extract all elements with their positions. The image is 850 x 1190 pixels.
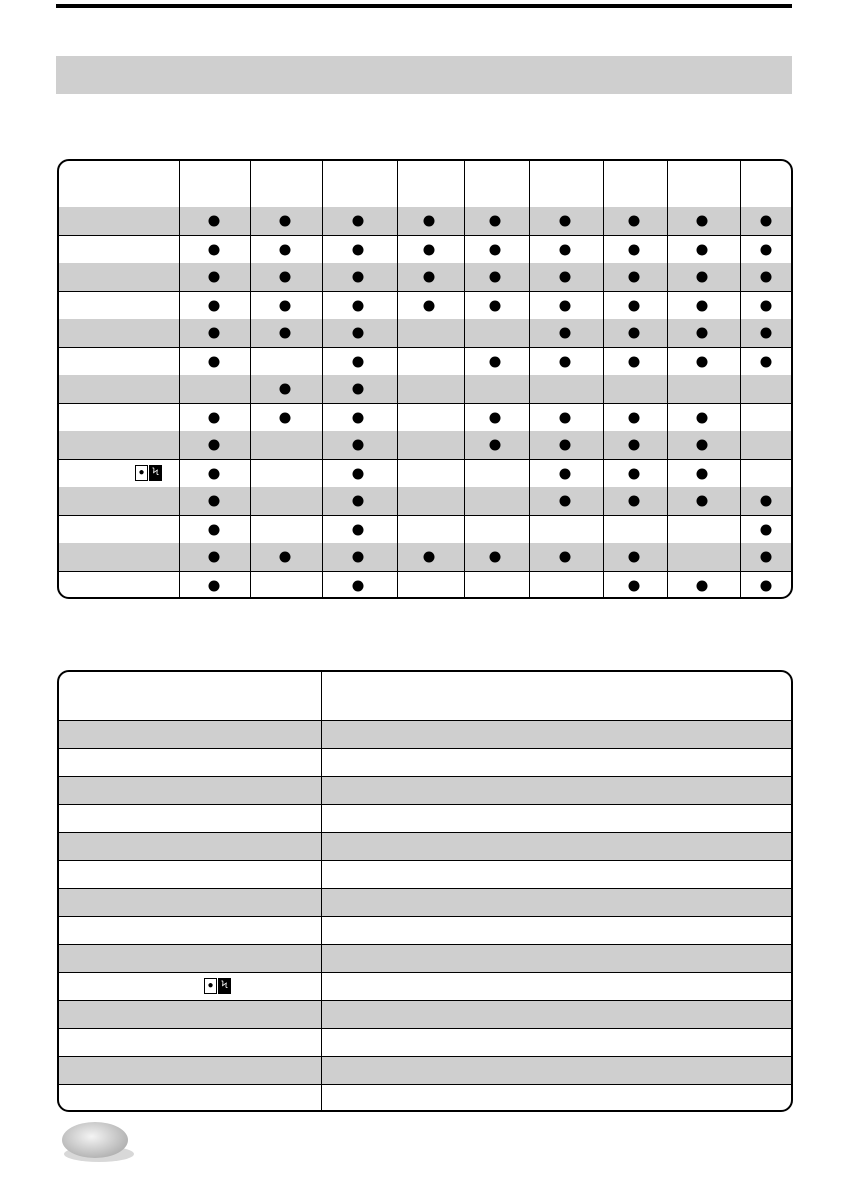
matrix-row bbox=[59, 347, 791, 375]
availability-dot bbox=[280, 216, 291, 227]
matrix-column-divider bbox=[322, 161, 323, 597]
description-row bbox=[59, 1084, 791, 1112]
availability-dot bbox=[209, 412, 220, 423]
availability-dot bbox=[353, 356, 364, 367]
availability-dot bbox=[697, 440, 708, 451]
availability-dot bbox=[209, 300, 220, 311]
matrix-row bbox=[59, 291, 791, 319]
matrix-column-divider bbox=[250, 161, 251, 597]
availability-dot bbox=[560, 300, 571, 311]
availability-dot bbox=[490, 300, 501, 311]
availability-dot bbox=[209, 328, 220, 339]
availability-dot bbox=[353, 412, 364, 423]
description-row bbox=[59, 972, 791, 1000]
availability-dot bbox=[761, 244, 772, 255]
availability-dot bbox=[697, 412, 708, 423]
availability-dot bbox=[629, 580, 640, 591]
description-row bbox=[59, 1056, 791, 1084]
section-header-band bbox=[56, 56, 792, 94]
matrix-row bbox=[59, 235, 791, 263]
availability-dot bbox=[280, 300, 291, 311]
matrix-row bbox=[59, 263, 791, 291]
description-row bbox=[59, 944, 791, 972]
lightning-icon: Ϟ bbox=[149, 465, 162, 481]
availability-dot bbox=[280, 328, 291, 339]
availability-dot bbox=[353, 580, 364, 591]
availability-dot bbox=[629, 328, 640, 339]
matrix-row bbox=[59, 207, 791, 235]
availability-dot bbox=[560, 412, 571, 423]
availability-dot bbox=[353, 272, 364, 283]
lightning-icon: Ϟ bbox=[218, 978, 231, 994]
matrix-row bbox=[59, 571, 791, 599]
description-row bbox=[59, 748, 791, 776]
availability-dot bbox=[424, 300, 435, 311]
availability-dot bbox=[353, 440, 364, 451]
matrix-column-divider bbox=[740, 161, 741, 597]
availability-dot bbox=[209, 216, 220, 227]
matrix-row bbox=[59, 375, 791, 403]
availability-dot bbox=[697, 272, 708, 283]
top-rule bbox=[56, 4, 792, 8]
page-number-badge bbox=[62, 1122, 128, 1158]
matrix-column-divider bbox=[667, 161, 668, 597]
matrix-column-divider bbox=[397, 161, 398, 597]
availability-dot bbox=[560, 244, 571, 255]
description-row bbox=[59, 916, 791, 944]
availability-dot bbox=[280, 412, 291, 423]
availability-dot bbox=[697, 468, 708, 479]
availability-dot bbox=[209, 580, 220, 591]
description-row bbox=[59, 804, 791, 832]
matrix-row bbox=[59, 431, 791, 459]
option-matrix-table bbox=[57, 159, 793, 599]
availability-dot bbox=[490, 412, 501, 423]
availability-dot bbox=[761, 272, 772, 283]
availability-dot bbox=[629, 272, 640, 283]
availability-dot bbox=[629, 496, 640, 507]
availability-dot bbox=[490, 552, 501, 563]
availability-dot bbox=[697, 580, 708, 591]
availability-dot bbox=[560, 440, 571, 451]
matrix-column-divider bbox=[603, 161, 604, 597]
availability-dot bbox=[209, 440, 220, 451]
availability-dot bbox=[209, 244, 220, 255]
description-row bbox=[59, 888, 791, 916]
availability-dot bbox=[353, 328, 364, 339]
sensor-icon: ● bbox=[204, 978, 217, 994]
availability-dot bbox=[209, 552, 220, 563]
availability-dot bbox=[209, 468, 220, 479]
description-row bbox=[59, 1000, 791, 1028]
availability-dot bbox=[761, 356, 772, 367]
matrix-header-row bbox=[59, 161, 791, 207]
availability-dot bbox=[280, 244, 291, 255]
description-table bbox=[57, 670, 793, 1112]
availability-dot bbox=[697, 216, 708, 227]
availability-dot bbox=[353, 524, 364, 535]
availability-dot bbox=[629, 440, 640, 451]
availability-dot bbox=[209, 272, 220, 283]
availability-dot bbox=[629, 300, 640, 311]
availability-dot bbox=[353, 384, 364, 395]
description-row bbox=[59, 776, 791, 804]
availability-dot bbox=[353, 496, 364, 507]
description-column-divider bbox=[321, 672, 322, 1110]
availability-dot bbox=[629, 552, 640, 563]
availability-dot bbox=[629, 244, 640, 255]
availability-dot bbox=[629, 356, 640, 367]
availability-dot bbox=[209, 524, 220, 535]
description-row bbox=[59, 860, 791, 888]
availability-dot bbox=[490, 272, 501, 283]
description-row bbox=[59, 832, 791, 860]
availability-dot bbox=[280, 384, 291, 395]
description-header-row bbox=[59, 672, 791, 720]
mode-icon-pair bbox=[135, 465, 162, 481]
matrix-row bbox=[59, 543, 791, 571]
availability-dot bbox=[761, 216, 772, 227]
availability-dot bbox=[353, 244, 364, 255]
availability-dot bbox=[280, 552, 291, 563]
sensor-icon: ● bbox=[135, 465, 148, 481]
matrix-row bbox=[59, 403, 791, 431]
availability-dot bbox=[424, 272, 435, 283]
matrix-row bbox=[59, 487, 791, 515]
matrix-column-divider bbox=[179, 161, 180, 597]
description-row bbox=[59, 1028, 791, 1056]
availability-dot bbox=[560, 468, 571, 479]
availability-dot bbox=[209, 356, 220, 367]
availability-dot bbox=[560, 496, 571, 507]
matrix-row bbox=[59, 515, 791, 543]
availability-dot bbox=[761, 328, 772, 339]
availability-dot bbox=[424, 552, 435, 563]
availability-dot bbox=[697, 328, 708, 339]
availability-dot bbox=[629, 468, 640, 479]
availability-dot bbox=[761, 496, 772, 507]
description-row bbox=[59, 720, 791, 748]
availability-dot bbox=[353, 216, 364, 227]
availability-dot bbox=[629, 216, 640, 227]
availability-dot bbox=[560, 356, 571, 367]
availability-dot bbox=[629, 412, 640, 423]
availability-dot bbox=[490, 216, 501, 227]
availability-dot bbox=[697, 356, 708, 367]
availability-dot bbox=[280, 272, 291, 283]
availability-dot bbox=[490, 244, 501, 255]
availability-dot bbox=[560, 328, 571, 339]
availability-dot bbox=[353, 552, 364, 563]
availability-dot bbox=[697, 496, 708, 507]
availability-dot bbox=[560, 552, 571, 563]
availability-dot bbox=[424, 216, 435, 227]
availability-dot bbox=[209, 496, 220, 507]
mode-icon-pair bbox=[204, 978, 231, 994]
availability-dot bbox=[761, 524, 772, 535]
availability-dot bbox=[490, 440, 501, 451]
availability-dot bbox=[761, 580, 772, 591]
matrix-row bbox=[59, 319, 791, 347]
matrix-column-divider bbox=[464, 161, 465, 597]
availability-dot bbox=[353, 300, 364, 311]
availability-dot bbox=[353, 468, 364, 479]
availability-dot bbox=[697, 244, 708, 255]
availability-dot bbox=[490, 356, 501, 367]
availability-dot bbox=[761, 300, 772, 311]
availability-dot bbox=[424, 244, 435, 255]
matrix-row bbox=[59, 459, 791, 487]
availability-dot bbox=[560, 216, 571, 227]
availability-dot bbox=[761, 552, 772, 563]
availability-dot bbox=[697, 300, 708, 311]
matrix-column-divider bbox=[529, 161, 530, 597]
availability-dot bbox=[560, 272, 571, 283]
